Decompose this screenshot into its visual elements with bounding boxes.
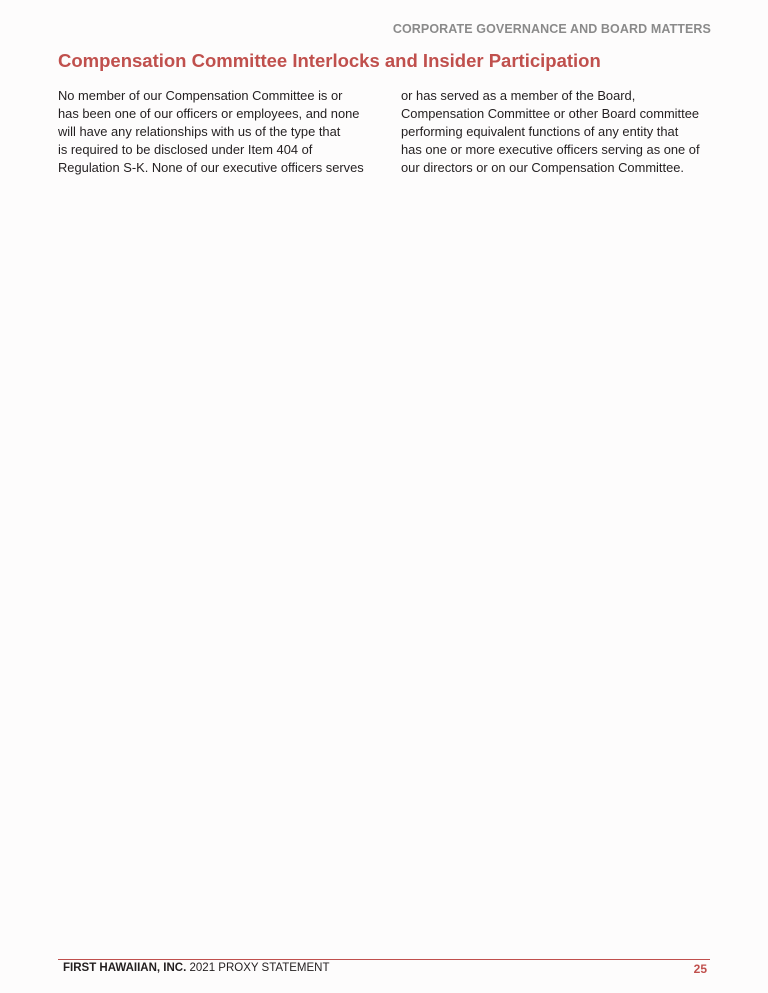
body-line: Regulation S-K. None of our executive officers serves (58, 160, 364, 176)
footer-document-title (63, 962, 329, 974)
footer-document: 2021 PROXY STATEMENT (189, 962, 330, 974)
page-number: 25 (693, 962, 707, 976)
body-line: performing equivalent functions of any entity that (401, 124, 679, 140)
page-title: Compensation Committee Interlocks and Insider Participation (58, 50, 601, 71)
section-header: CORPORATE GOVERNANCE AND BOARD MATTERS (392, 22, 711, 36)
body-line: or has served as a member of the Board, (401, 88, 636, 103)
body-column-left (58, 87, 376, 177)
body-column-right (401, 87, 716, 177)
footer-divider (58, 959, 710, 960)
footer-company: FIRST HAWAIIAN, INC. (63, 962, 187, 974)
body-line: Compensation Committee or other Board committee (401, 106, 700, 122)
body-line: has been one of our officers or employees, and none (58, 106, 360, 122)
body-line: has one or more executive officers serving as one of (401, 142, 700, 158)
body-line: No member of our Compensation Committee is or (58, 88, 343, 103)
body-line: is required to be disclosed under Item 404 of (58, 142, 313, 158)
body-line: our directors or on our Compensation Committee. (401, 160, 685, 176)
body-line: will have any relationships with us of the type that (58, 124, 341, 140)
